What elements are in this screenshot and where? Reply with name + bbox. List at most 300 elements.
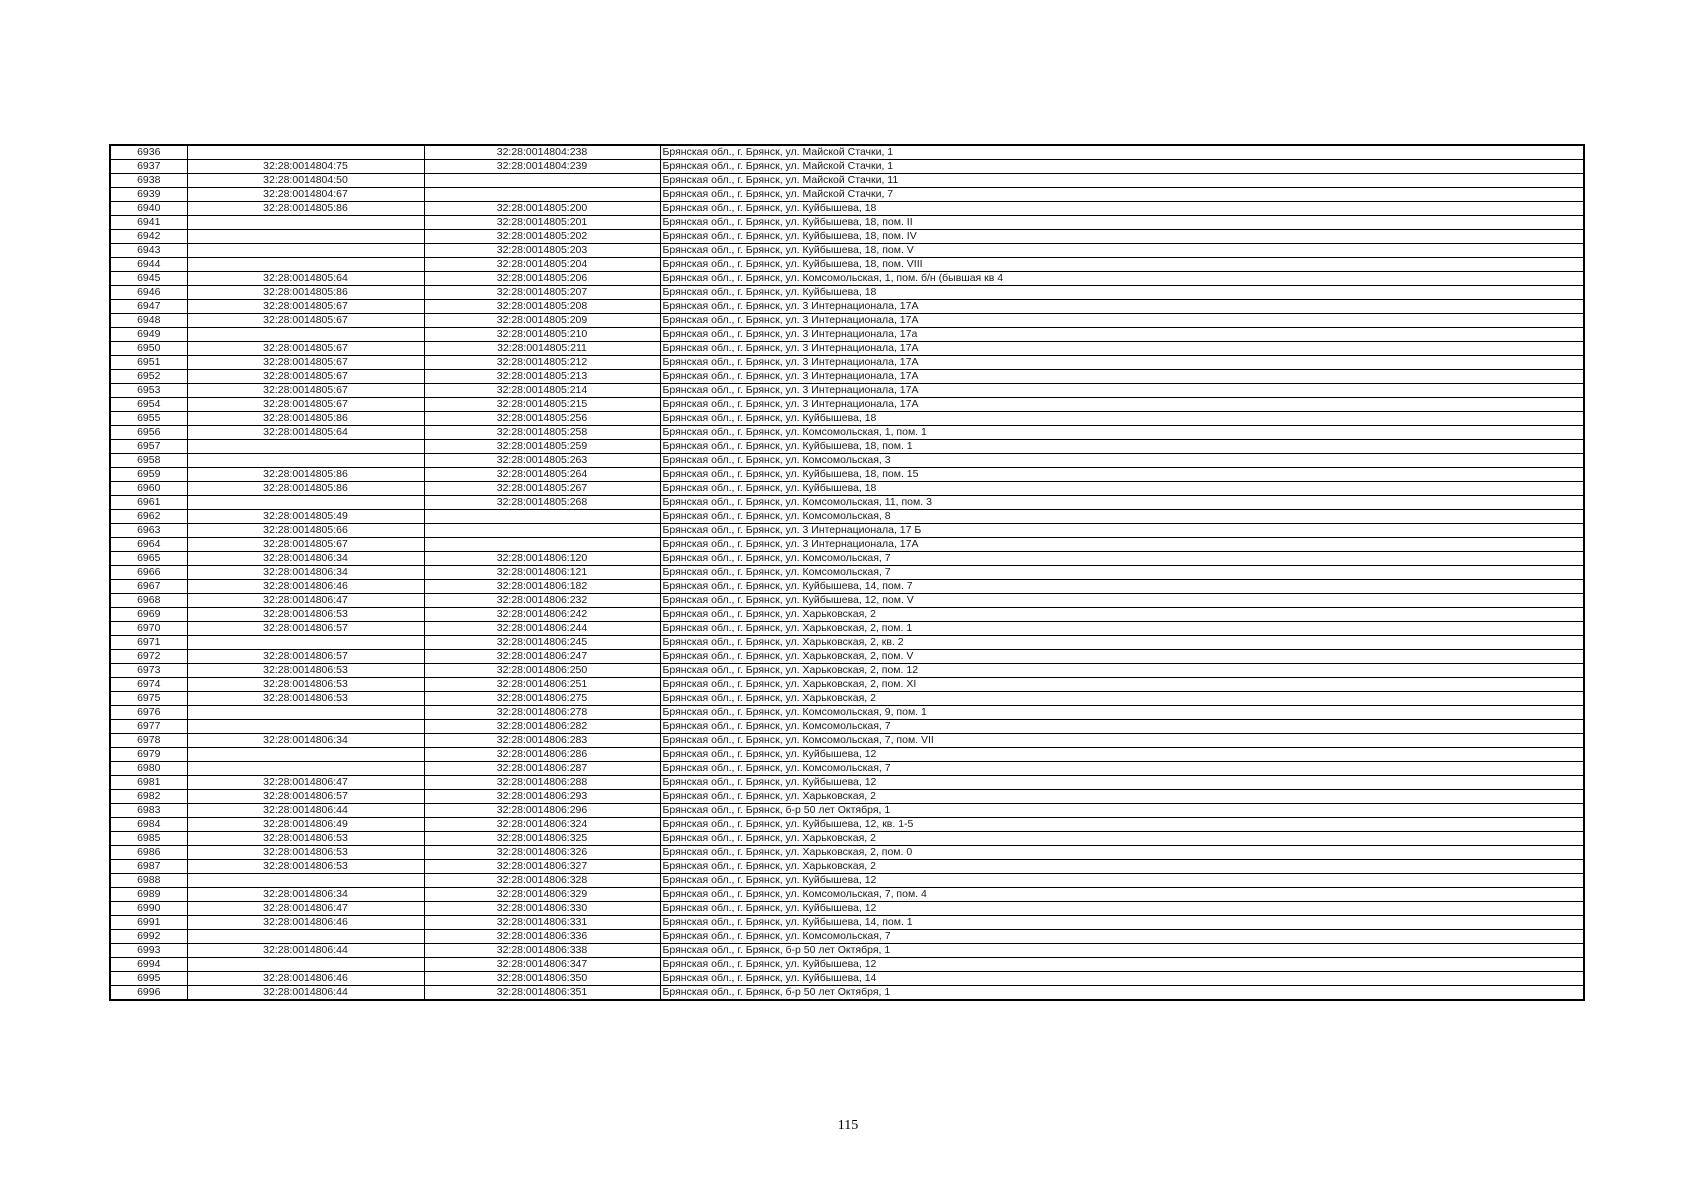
table-row <box>110 426 1584 440</box>
table-row <box>110 160 1584 174</box>
row-number-cell: 6938 <box>110 174 187 188</box>
object-cadastral-number-cell: 32:28:0014805:210 <box>424 328 660 342</box>
address-cell: Брянская обл., г. Брянск, ул. Куйбышева, 18 <box>660 202 1584 216</box>
land-cadastral-number-cell: 32:28:0014806:53 <box>187 692 424 706</box>
row-number-cell: 6995 <box>110 972 187 986</box>
address-cell: Брянская обл., г. Брянск, ул. Куйбышева, 14, пом. 7 <box>660 580 1584 594</box>
address-cell: Брянская обл., г. Брянск, ул. Куйбышева, 18, пом. V <box>660 244 1584 258</box>
land-cadastral-number-cell: 32:28:0014806:53 <box>187 678 424 692</box>
land-cadastral-number-cell: 32:28:0014805:66 <box>187 524 424 538</box>
table-row <box>110 748 1584 762</box>
table-row <box>110 762 1584 776</box>
object-cadastral-number-cell: 32:28:0014805:207 <box>424 286 660 300</box>
land-cadastral-number-cell: 32:28:0014805:86 <box>187 202 424 216</box>
address-cell: Брянская обл., г. Брянск, ул. Харьковская, 2, пом. XI <box>660 678 1584 692</box>
table-row <box>110 370 1584 384</box>
object-cadastral-number-cell: 32:28:0014805:201 <box>424 216 660 230</box>
land-cadastral-number-cell: 32:28:0014806:49 <box>187 818 424 832</box>
land-cadastral-number-cell: 32:28:0014806:53 <box>187 860 424 874</box>
table-row <box>110 496 1584 510</box>
address-cell: Брянская обл., г. Брянск, ул. Майской Стачки, 11 <box>660 174 1584 188</box>
table-row <box>110 846 1584 860</box>
address-cell: Брянская обл., г. Брянск, б-р 50 лет Октября, 1 <box>660 986 1584 1001</box>
table-row <box>110 972 1584 986</box>
address-cell: Брянская обл., г. Брянск, ул. 3 Интернационала, 17А <box>660 342 1584 356</box>
table-row <box>110 860 1584 874</box>
table-row <box>110 804 1584 818</box>
object-cadastral-number-cell: 32:28:0014806:182 <box>424 580 660 594</box>
table-row <box>110 930 1584 944</box>
land-cadastral-number-cell: 32:28:0014806:46 <box>187 972 424 986</box>
object-cadastral-number-cell: 32:28:0014806:244 <box>424 622 660 636</box>
object-cadastral-number-cell: 32:28:0014805:268 <box>424 496 660 510</box>
land-cadastral-number-cell: 32:28:0014806:57 <box>187 790 424 804</box>
land-cadastral-number-cell <box>187 930 424 944</box>
table-row <box>110 300 1584 314</box>
object-cadastral-number-cell: 32:28:0014806:287 <box>424 762 660 776</box>
land-cadastral-number-cell: 32:28:0014806:46 <box>187 916 424 930</box>
object-cadastral-number-cell: 32:28:0014806:325 <box>424 832 660 846</box>
table-row <box>110 636 1584 650</box>
table-row <box>110 580 1584 594</box>
land-cadastral-number-cell: 32:28:0014805:67 <box>187 538 424 552</box>
address-cell: Брянская обл., г. Брянск, ул. Майской Стачки, 1 <box>660 160 1584 174</box>
land-cadastral-number-cell: 32:28:0014805:64 <box>187 426 424 440</box>
object-cadastral-number-cell: 32:28:0014805:264 <box>424 468 660 482</box>
row-number-cell: 6991 <box>110 916 187 930</box>
row-number-cell: 6984 <box>110 818 187 832</box>
land-cadastral-number-cell: 32:28:0014806:47 <box>187 776 424 790</box>
table-row <box>110 188 1584 202</box>
table-row <box>110 230 1584 244</box>
row-number-cell: 6969 <box>110 608 187 622</box>
row-number-cell: 6943 <box>110 244 187 258</box>
land-cadastral-number-cell: 32:28:0014806:53 <box>187 846 424 860</box>
land-cadastral-number-cell: 32:28:0014805:86 <box>187 412 424 426</box>
address-cell: Брянская обл., г. Брянск, ул. Майской Стачки, 1 <box>660 145 1584 160</box>
table-row <box>110 202 1584 216</box>
row-number-cell: 6955 <box>110 412 187 426</box>
object-cadastral-number-cell <box>424 188 660 202</box>
address-cell: Брянская обл., г. Брянск, ул. Комсомольская, 1, пом. б/н (бывшая кв 4 <box>660 272 1584 286</box>
land-cadastral-number-cell: 32:28:0014806:46 <box>187 580 424 594</box>
object-cadastral-number-cell: 32:28:0014806:327 <box>424 860 660 874</box>
row-number-cell: 6965 <box>110 552 187 566</box>
object-cadastral-number-cell: 32:28:0014806:286 <box>424 748 660 762</box>
row-number-cell: 6978 <box>110 734 187 748</box>
table-row <box>110 314 1584 328</box>
object-cadastral-number-cell: 32:28:0014806:330 <box>424 902 660 916</box>
table-row <box>110 482 1584 496</box>
land-cadastral-number-cell <box>187 496 424 510</box>
address-cell: Брянская обл., г. Брянск, б-р 50 лет Октября, 1 <box>660 804 1584 818</box>
address-cell: Брянская обл., г. Брянск, ул. Комсомольская, 7 <box>660 930 1584 944</box>
land-cadastral-number-cell: 32:28:0014805:67 <box>187 356 424 370</box>
row-number-cell: 6937 <box>110 160 187 174</box>
address-cell: Брянская обл., г. Брянск, ул. Харьковская, 2, пом. 1 <box>660 622 1584 636</box>
row-number-cell: 6947 <box>110 300 187 314</box>
land-cadastral-number-cell: 32:28:0014805:67 <box>187 384 424 398</box>
land-cadastral-number-cell: 32:28:0014806:34 <box>187 888 424 902</box>
row-number-cell: 6996 <box>110 986 187 1001</box>
address-cell: Брянская обл., г. Брянск, ул. 3 Интернационала, 17А <box>660 300 1584 314</box>
table-row <box>110 678 1584 692</box>
object-cadastral-number-cell: 32:28:0014806:278 <box>424 706 660 720</box>
row-number-cell: 6979 <box>110 748 187 762</box>
table-row <box>110 454 1584 468</box>
object-cadastral-number-cell: 32:28:0014806:296 <box>424 804 660 818</box>
address-cell: Брянская обл., г. Брянск, ул. Куйбышева, 12 <box>660 748 1584 762</box>
land-cadastral-number-cell <box>187 454 424 468</box>
object-cadastral-number-cell: 32:28:0014805:206 <box>424 272 660 286</box>
address-cell: Брянская обл., г. Брянск, ул. Куйбышева, 18, пом. VIII <box>660 258 1584 272</box>
table-row <box>110 566 1584 580</box>
address-cell: Брянская обл., г. Брянск, ул. Харьковская, 2 <box>660 692 1584 706</box>
land-cadastral-number-cell: 32:28:0014806:53 <box>187 664 424 678</box>
object-cadastral-number-cell: 32:28:0014805:208 <box>424 300 660 314</box>
address-cell: Брянская обл., г. Брянск, ул. Харьковская, 2 <box>660 790 1584 804</box>
object-cadastral-number-cell <box>424 174 660 188</box>
address-cell: Брянская обл., г. Брянск, ул. Комсомольская, 3 <box>660 454 1584 468</box>
object-cadastral-number-cell: 32:28:0014806:288 <box>424 776 660 790</box>
table-row <box>110 510 1584 524</box>
address-cell: Брянская обл., г. Брянск, ул. 3 Интернационала, 17А <box>660 538 1584 552</box>
address-cell: Брянская обл., г. Брянск, ул. Куйбышева, 12 <box>660 958 1584 972</box>
table-row <box>110 832 1584 846</box>
land-cadastral-number-cell <box>187 328 424 342</box>
table-row <box>110 776 1584 790</box>
land-cadastral-number-cell: 32:28:0014806:44 <box>187 986 424 1001</box>
land-cadastral-number-cell <box>187 706 424 720</box>
address-cell: Брянская обл., г. Брянск, ул. Комсомольская, 9, пом. 1 <box>660 706 1584 720</box>
address-cell: Брянская обл., г. Брянск, ул. Куйбышева, 18 <box>660 482 1584 496</box>
land-cadastral-number-cell: 32:28:0014806:53 <box>187 832 424 846</box>
land-cadastral-number-cell: 32:28:0014805:86 <box>187 468 424 482</box>
table-row <box>110 468 1584 482</box>
address-cell: Брянская обл., г. Брянск, ул. Куйбышева, 14 <box>660 972 1584 986</box>
object-cadastral-number-cell: 32:28:0014806:121 <box>424 566 660 580</box>
table-row <box>110 916 1584 930</box>
object-cadastral-number-cell: 32:28:0014806:242 <box>424 608 660 622</box>
address-cell: Брянская обл., г. Брянск, ул. Комсомольская, 11, пом. 3 <box>660 496 1584 510</box>
row-number-cell: 6973 <box>110 664 187 678</box>
row-number-cell: 6993 <box>110 944 187 958</box>
land-cadastral-number-cell <box>187 216 424 230</box>
land-cadastral-number-cell <box>187 145 424 160</box>
address-cell: Брянская обл., г. Брянск, ул. 3 Интернационала, 17А <box>660 384 1584 398</box>
registry-table <box>109 144 1585 1001</box>
row-number-cell: 6953 <box>110 384 187 398</box>
table-row <box>110 328 1584 342</box>
row-number-cell: 6972 <box>110 650 187 664</box>
row-number-cell: 6967 <box>110 580 187 594</box>
land-cadastral-number-cell <box>187 440 424 454</box>
row-number-cell: 6989 <box>110 888 187 902</box>
object-cadastral-number-cell: 32:28:0014806:351 <box>424 986 660 1001</box>
address-cell: Брянская обл., г. Брянск, ул. 3 Интернационала, 17 Б <box>660 524 1584 538</box>
row-number-cell: 6983 <box>110 804 187 818</box>
address-cell: Брянская обл., г. Брянск, ул. Комсомольская, 7, пом. VII <box>660 734 1584 748</box>
address-cell: Брянская обл., г. Брянск, ул. Куйбышева, 18, пом. IV <box>660 230 1584 244</box>
row-number-cell: 6977 <box>110 720 187 734</box>
object-cadastral-number-cell: 32:28:0014805:263 <box>424 454 660 468</box>
address-cell: Брянская обл., г. Брянск, ул. Куйбышева, 12 <box>660 902 1584 916</box>
row-number-cell: 6994 <box>110 958 187 972</box>
land-cadastral-number-cell: 32:28:0014806:44 <box>187 804 424 818</box>
table-row <box>110 272 1584 286</box>
table-row <box>110 790 1584 804</box>
row-number-cell: 6985 <box>110 832 187 846</box>
page-number: 115 <box>837 1118 859 1133</box>
object-cadastral-number-cell: 32:28:0014806:331 <box>424 916 660 930</box>
table-row <box>110 818 1584 832</box>
table-row <box>110 720 1584 734</box>
row-number-cell: 6986 <box>110 846 187 860</box>
land-cadastral-number-cell: 32:28:0014806:57 <box>187 622 424 636</box>
row-number-cell: 6961 <box>110 496 187 510</box>
row-number-cell: 6992 <box>110 930 187 944</box>
table-row <box>110 608 1584 622</box>
land-cadastral-number-cell <box>187 230 424 244</box>
land-cadastral-number-cell <box>187 636 424 650</box>
land-cadastral-number-cell: 32:28:0014806:53 <box>187 608 424 622</box>
land-cadastral-number-cell: 32:28:0014806:34 <box>187 566 424 580</box>
table-row <box>110 874 1584 888</box>
table-row <box>110 958 1584 972</box>
land-cadastral-number-cell <box>187 958 424 972</box>
land-cadastral-number-cell <box>187 748 424 762</box>
object-cadastral-number-cell: 32:28:0014805:212 <box>424 356 660 370</box>
table-row <box>110 538 1584 552</box>
address-cell: Брянская обл., г. Брянск, ул. Куйбышева, 12 <box>660 874 1584 888</box>
object-cadastral-number-cell: 32:28:0014806:328 <box>424 874 660 888</box>
row-number-cell: 6941 <box>110 216 187 230</box>
table-row <box>110 734 1584 748</box>
land-cadastral-number-cell: 32:28:0014805:67 <box>187 342 424 356</box>
object-cadastral-number-cell: 32:28:0014806:350 <box>424 972 660 986</box>
table-row <box>110 594 1584 608</box>
address-cell: Брянская обл., г. Брянск, ул. Харьковская, 2 <box>660 860 1584 874</box>
land-cadastral-number-cell: 32:28:0014804:75 <box>187 160 424 174</box>
address-cell: Брянская обл., г. Брянск, ул. Куйбышева, 18, пом. II <box>660 216 1584 230</box>
land-cadastral-number-cell <box>187 244 424 258</box>
land-cadastral-number-cell: 32:28:0014805:67 <box>187 300 424 314</box>
object-cadastral-number-cell: 32:28:0014805:204 <box>424 258 660 272</box>
object-cadastral-number-cell: 32:28:0014806:293 <box>424 790 660 804</box>
object-cadastral-number-cell: 32:28:0014805:202 <box>424 230 660 244</box>
object-cadastral-number-cell: 32:28:0014804:238 <box>424 145 660 160</box>
object-cadastral-number-cell <box>424 524 660 538</box>
object-cadastral-number-cell: 32:28:0014806:250 <box>424 664 660 678</box>
row-number-cell: 6952 <box>110 370 187 384</box>
address-cell: Брянская обл., г. Брянск, ул. Комсомольская, 8 <box>660 510 1584 524</box>
row-number-cell: 6956 <box>110 426 187 440</box>
land-cadastral-number-cell: 32:28:0014805:67 <box>187 398 424 412</box>
address-cell: Брянская обл., г. Брянск, б-р 50 лет Октября, 1 <box>660 944 1584 958</box>
object-cadastral-number-cell: 32:28:0014805:267 <box>424 482 660 496</box>
land-cadastral-number-cell: 32:28:0014806:34 <box>187 734 424 748</box>
land-cadastral-number-cell: 32:28:0014805:86 <box>187 286 424 300</box>
object-cadastral-number-cell: 32:28:0014804:239 <box>424 160 660 174</box>
address-cell: Брянская обл., г. Брянск, ул. Куйбышева, 12, кв. 1-5 <box>660 818 1584 832</box>
row-number-cell: 6987 <box>110 860 187 874</box>
row-number-cell: 6936 <box>110 145 187 160</box>
address-cell: Брянская обл., г. Брянск, ул. Харьковская, 2, кв. 2 <box>660 636 1584 650</box>
row-number-cell: 6944 <box>110 258 187 272</box>
row-number-cell: 6971 <box>110 636 187 650</box>
table-row <box>110 398 1584 412</box>
land-cadastral-number-cell: 32:28:0014806:34 <box>187 552 424 566</box>
table-row <box>110 258 1584 272</box>
object-cadastral-number-cell: 32:28:0014805:214 <box>424 384 660 398</box>
address-cell: Брянская обл., г. Брянск, ул. 3 Интернационала, 17А <box>660 356 1584 370</box>
land-cadastral-number-cell <box>187 762 424 776</box>
table-row <box>110 174 1584 188</box>
land-cadastral-number-cell: 32:28:0014805:67 <box>187 370 424 384</box>
address-cell: Брянская обл., г. Брянск, ул. Харьковская, 2, пом. 12 <box>660 664 1584 678</box>
row-number-cell: 6980 <box>110 762 187 776</box>
table-row <box>110 692 1584 706</box>
land-cadastral-number-cell: 32:28:0014806:44 <box>187 944 424 958</box>
table-row <box>110 902 1584 916</box>
table-row <box>110 286 1584 300</box>
address-cell: Брянская обл., г. Брянск, ул. Харьковская, 2, пом. V <box>660 650 1584 664</box>
object-cadastral-number-cell <box>424 538 660 552</box>
table-row <box>110 986 1584 1001</box>
address-cell: Брянская обл., г. Брянск, ул. Комсомольская, 7 <box>660 566 1584 580</box>
row-number-cell: 6959 <box>110 468 187 482</box>
object-cadastral-number-cell: 32:28:0014806:329 <box>424 888 660 902</box>
table-row <box>110 706 1584 720</box>
object-cadastral-number-cell: 32:28:0014805:256 <box>424 412 660 426</box>
row-number-cell: 6974 <box>110 678 187 692</box>
row-number-cell: 6960 <box>110 482 187 496</box>
row-number-cell: 6970 <box>110 622 187 636</box>
row-number-cell: 6948 <box>110 314 187 328</box>
address-cell: Брянская обл., г. Брянск, ул. Харьковская, 2 <box>660 832 1584 846</box>
row-number-cell: 6962 <box>110 510 187 524</box>
address-cell: Брянская обл., г. Брянск, ул. 3 Интернационала, 17А <box>660 314 1584 328</box>
object-cadastral-number-cell: 32:28:0014805:200 <box>424 202 660 216</box>
object-cadastral-number-cell: 32:28:0014806:245 <box>424 636 660 650</box>
object-cadastral-number-cell: 32:28:0014806:232 <box>424 594 660 608</box>
address-cell: Брянская обл., г. Брянск, ул. Куйбышева, 18 <box>660 412 1584 426</box>
address-cell: Брянская обл., г. Брянск, ул. 3 Интернационала, 17а <box>660 328 1584 342</box>
land-cadastral-number-cell: 32:28:0014806:47 <box>187 594 424 608</box>
row-number-cell: 6975 <box>110 692 187 706</box>
address-cell: Брянская обл., г. Брянск, ул. Куйбышева, 18 <box>660 286 1584 300</box>
table-row <box>110 888 1584 902</box>
object-cadastral-number-cell: 32:28:0014805:211 <box>424 342 660 356</box>
row-number-cell: 6939 <box>110 188 187 202</box>
address-cell: Брянская обл., г. Брянск, ул. Комсомольская, 7 <box>660 762 1584 776</box>
address-cell: Брянская обл., г. Брянск, ул. Куйбышева, 18, пом. 1 <box>660 440 1584 454</box>
table-row <box>110 384 1584 398</box>
address-cell: Брянская обл., г. Брянск, ул. Комсомольская, 7 <box>660 552 1584 566</box>
row-number-cell: 6981 <box>110 776 187 790</box>
table-row <box>110 650 1584 664</box>
object-cadastral-number-cell: 32:28:0014806:282 <box>424 720 660 734</box>
row-number-cell: 6940 <box>110 202 187 216</box>
table-row <box>110 342 1584 356</box>
row-number-cell: 6957 <box>110 440 187 454</box>
land-cadastral-number-cell <box>187 874 424 888</box>
land-cadastral-number-cell: 32:28:0014805:64 <box>187 272 424 286</box>
address-cell: Брянская обл., г. Брянск, ул. Куйбышева, 14, пом. 1 <box>660 916 1584 930</box>
table-row <box>110 664 1584 678</box>
row-number-cell: 6958 <box>110 454 187 468</box>
address-cell: Брянская обл., г. Брянск, ул. Комсомольская, 7 <box>660 720 1584 734</box>
object-cadastral-number-cell: 32:28:0014806:326 <box>424 846 660 860</box>
address-cell: Брянская обл., г. Брянск, ул. Харьковская, 2 <box>660 608 1584 622</box>
object-cadastral-number-cell: 32:28:0014805:213 <box>424 370 660 384</box>
table-row <box>110 622 1584 636</box>
object-cadastral-number-cell: 32:28:0014805:258 <box>424 426 660 440</box>
table-row <box>110 944 1584 958</box>
object-cadastral-number-cell <box>424 510 660 524</box>
land-cadastral-number-cell: 32:28:0014806:57 <box>187 650 424 664</box>
object-cadastral-number-cell: 32:28:0014806:120 <box>424 552 660 566</box>
table-row <box>110 145 1584 160</box>
row-number-cell: 6982 <box>110 790 187 804</box>
row-number-cell: 6990 <box>110 902 187 916</box>
row-number-cell: 6951 <box>110 356 187 370</box>
object-cadastral-number-cell: 32:28:0014806:324 <box>424 818 660 832</box>
address-cell: Брянская обл., г. Брянск, ул. Куйбышева, 12 <box>660 776 1584 790</box>
object-cadastral-number-cell: 32:28:0014805:259 <box>424 440 660 454</box>
object-cadastral-number-cell: 32:28:0014806:251 <box>424 678 660 692</box>
registry-table-body <box>110 145 1584 1000</box>
table-row <box>110 216 1584 230</box>
address-cell: Брянская обл., г. Брянск, ул. Комсомольская, 1, пом. 1 <box>660 426 1584 440</box>
table-row <box>110 524 1584 538</box>
row-number-cell: 6963 <box>110 524 187 538</box>
land-cadastral-number-cell <box>187 258 424 272</box>
land-cadastral-number-cell <box>187 720 424 734</box>
table-row <box>110 244 1584 258</box>
object-cadastral-number-cell: 32:28:0014806:283 <box>424 734 660 748</box>
table-row <box>110 356 1584 370</box>
address-cell: Брянская обл., г. Брянск, ул. Харьковская, 2, пом. 0 <box>660 846 1584 860</box>
land-cadastral-number-cell: 32:28:0014805:49 <box>187 510 424 524</box>
table-row <box>110 440 1584 454</box>
table-row <box>110 412 1584 426</box>
address-cell: Брянская обл., г. Брянск, ул. Комсомольская, 7, пом. 4 <box>660 888 1584 902</box>
object-cadastral-number-cell: 32:28:0014806:338 <box>424 944 660 958</box>
address-cell: Брянская обл., г. Брянск, ул. 3 Интернационала, 17А <box>660 370 1584 384</box>
land-cadastral-number-cell: 32:28:0014805:86 <box>187 482 424 496</box>
address-cell: Брянская обл., г. Брянск, ул. 3 Интернационала, 17А <box>660 398 1584 412</box>
address-cell: Брянская обл., г. Брянск, ул. Майской Стачки, 7 <box>660 188 1584 202</box>
row-number-cell: 6950 <box>110 342 187 356</box>
address-cell: Брянская обл., г. Брянск, ул. Куйбышева, 12, пом. V <box>660 594 1584 608</box>
row-number-cell: 6946 <box>110 286 187 300</box>
object-cadastral-number-cell: 32:28:0014806:347 <box>424 958 660 972</box>
object-cadastral-number-cell: 32:28:0014805:209 <box>424 314 660 328</box>
object-cadastral-number-cell: 32:28:0014806:336 <box>424 930 660 944</box>
row-number-cell: 6945 <box>110 272 187 286</box>
row-number-cell: 6954 <box>110 398 187 412</box>
row-number-cell: 6966 <box>110 566 187 580</box>
object-cadastral-number-cell: 32:28:0014806:247 <box>424 650 660 664</box>
row-number-cell: 6942 <box>110 230 187 244</box>
land-cadastral-number-cell: 32:28:0014804:67 <box>187 188 424 202</box>
address-cell: Брянская обл., г. Брянск, ул. Куйбышева, 18, пом. 15 <box>660 468 1584 482</box>
object-cadastral-number-cell: 32:28:0014806:275 <box>424 692 660 706</box>
object-cadastral-number-cell: 32:28:0014805:203 <box>424 244 660 258</box>
land-cadastral-number-cell: 32:28:0014806:47 <box>187 902 424 916</box>
row-number-cell: 6949 <box>110 328 187 342</box>
